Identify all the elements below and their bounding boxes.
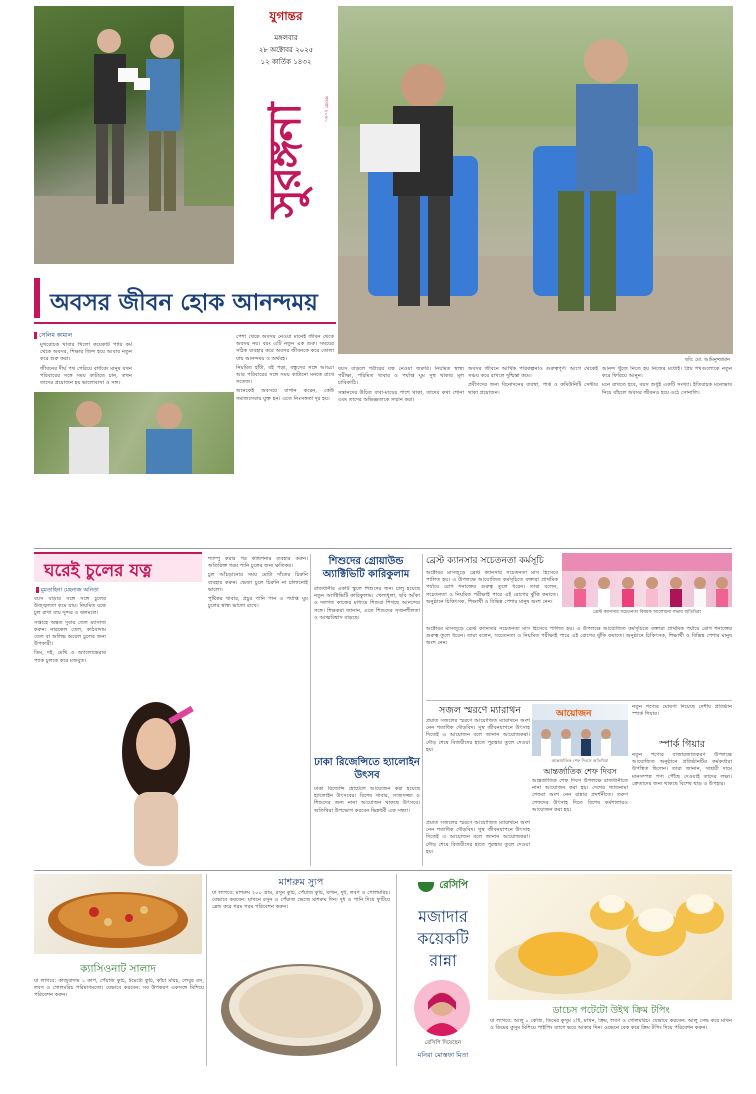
- chef-caption: আন্তর্জাতিক শেফ দিবসে অতিথিরা: [551, 758, 609, 763]
- chef-body: আন্তর্জাতিক শেফ দিবস উপলক্ষে রাজধানীতে নানা আয়োজন করা হয়। দেশের খ্যাতনামা শেফরা অংশ নেন রান্নার প্রদর্শনীতে। তরুণ শেফদের উৎসাহ দিতে বিশেষ কর্মশালারও আয়োজন করা হয়।: [532, 778, 628, 813]
- mushroom-title: মাশরুম স্যুপ: [278, 877, 324, 888]
- chef-portrait: [414, 980, 470, 1036]
- column-divider: [206, 874, 207, 1066]
- main-col-1: [40, 342, 132, 388]
- chefs-group-illustration: [532, 704, 628, 756]
- mushroom-body: যা লাগবে: মাশরুম ২০০ গ্রাম, রসুন কুচি, পেঁয়াজ কুচি, মাখন, দুধ, লবণ ও গোলমরিচ। যেভাবে করবেন: মাখনে রসুন ও পেঁয়াজ ভেজে মাশরুম দিন। দুধ ও পানি দিয়ে ফুটিয়ে ব্লেন্ড করে গরম গরম পরিবেশন করুন।: [212, 890, 390, 911]
- two-men-smiling-illustration: [34, 392, 234, 474]
- column-divider: [396, 874, 397, 1066]
- main-col-2: [236, 334, 334, 472]
- paragraph: অবসর জীবনে আর্থিক পরিকল্পনাও গুরুত্বপূর্ণ। আগে থেকেই সঞ্চয় করে রাখলে দুশ্চিন্তা কমে।: [468, 366, 598, 380]
- main-photo: [338, 6, 733, 354]
- issue-number: সংখ্যা ২০৪০: [323, 96, 329, 123]
- kids-body: রাজধানীর একটি স্কুলে শিশুদের জন্য চালু হয়েছে নতুন অ্যাক্টিভিটি কারিকুলাম। খেলাধুলা, ছবি আঁকা ও দলগত কাজের মাধ্যমে শিশুরা শিখছে আনন্দের সঙ্গে। শিক্ষকরা জানান, এতে শিশুদের সৃজনশীলতা ও আত্মবিশ্বাস বাড়ছে।: [314, 586, 420, 621]
- cashew-salad-illustration: [34, 874, 202, 954]
- main-byline-text: সেলিম কামাল: [38, 332, 73, 339]
- cashew-body: যা লাগবে: কাজুবাদাম ১ কাপ, পেঁয়াজ কুচি, টমেটো কুচি, কাঁচা মরিচ, লেবুর রস, লবণ ও গোলমরিচ পরিমাণমতো। যেভাবে করবেন: সব উপকরণ একসঙ্গে মিশিয়ে পরিবেশন করুন।: [34, 978, 204, 999]
- hair-title-box: [34, 552, 202, 582]
- inline-photo: [34, 392, 234, 474]
- hair-col-1: [34, 596, 106, 862]
- paragraph: মনে রাখতে হবে, বয়স শুধুই একটি সংখ্যা। ইতিবাচক মনোভাব নিয়ে বাঁচলে অবসর জীবনও হয়ে ওঠে সোনালি।: [602, 382, 732, 396]
- marathon-body: প্রয়াত সজলের স্মরণে আয়োজিত ম্যারাথনে অংশ নেন শতাধিক দৌড়বিদ। সুস্থ জীবনযাপনে উৎসাহ দিতেই এ আয়োজন বলে জানান আয়োজকরা। দৌড় শেষে বিজয়ীদের হাতে পুরস্কার তুলে দেওয়া হয়।: [426, 718, 530, 753]
- cancer-body: অক্টোবর মাসজুড়ে ব্রেস্ট ক্যানসার সচেতনতা মাস হিসেবে পালিত হয়। এ উপলক্ষে আয়োজিত কর্মসূচিতে বক্তারা প্রাথমিক পর্যায়ে রোগ শনাক্তের গুরুত্ব তুলে ধরেন। তারা বলেন, সচেতনতা ও নিয়মিত পরীক্ষাই পারে এই রোগের ঝুঁকি কমাতে। অনুষ্ঠানে চিকিৎসক, শিক্ষার্থী ও বিভিন্ন পেশার মানুষ অংশ নেন।: [426, 570, 558, 605]
- byline-marker: [34, 332, 37, 339]
- potato-body: যা লাগবে: আলু ১ কেজি, ডিমের কুসুম ২টি, মাখন, ক্রিম, লবণ ও গোলমরিচ। যেভাবে করবেন: আলু সেদ্ধ করে মাখন ও ডিমের কুসুম মিশিয়ে পাইপিং ব্যাগে ভরে আকার দিন। ওভেনে বেক করে ক্রিম টপিং দিয়ে পরিবেশন করুন।: [490, 1018, 732, 1032]
- paragraph: প্রবীণদের জন্য বিনোদনের ব্যবস্থা, পার্ক ও কমিউনিটি সেন্টার থাকা প্রয়োজন।: [468, 382, 598, 396]
- marathon-body-text: প্রয়াত সজলের স্মরণে আয়োজিত ম্যারাথনে অংশ নেন শতাধিক দৌড়বিদ। সুস্থ জীবনযাপনে উৎসাহ দিতেই এ আয়োজন বলে জানান আয়োজকরা। দৌড় শেষে বিজয়ীদের হাতে পুরস্কার তুলে দেওয়া হয়।: [426, 820, 530, 855]
- masthead: [236, 6, 336, 264]
- paragraph: শ্যাম্পু করার পর কন্ডিশনার ব্যবহার করুন। অতিরিক্ত গরম পানি চুলের জন্য ক্ষতিকর।: [208, 556, 308, 570]
- main-headline-banner: [34, 278, 336, 318]
- hair-model-photo: [104, 682, 208, 866]
- hair-byline-text: মুমতাহিনা মেহনাজ অনিতা: [40, 587, 99, 594]
- paragraph: ডিম, দই, মেথি ও অ্যালোভেরার প্যাক চুলকে করে মজবুত।: [34, 650, 106, 664]
- masthead-date-en: ২৮ অক্টোবর ২০২৫: [258, 46, 314, 54]
- top-left-photo: [34, 6, 234, 264]
- column-divider: [422, 554, 423, 866]
- headline-underline: [34, 322, 336, 324]
- mushroom-soup-bowl-illustration: [210, 952, 392, 1064]
- two-men-reading-illustration: [34, 6, 234, 264]
- two-men-chairs-illustration: [338, 6, 733, 354]
- hair-col-2: [208, 556, 308, 862]
- byline-marker: [36, 587, 39, 593]
- paper-name: যুগান্তর: [269, 9, 303, 23]
- main-byline: [34, 330, 134, 341]
- recipe-logo-icon: [418, 882, 434, 892]
- cashew-title: ক্যাসিওনাট সালাদ: [80, 963, 156, 975]
- spark-body: নতুন পণ্যের বাজারজাতকরণ উপলক্ষে আয়োজিত অনুষ্ঠানে প্রতিষ্ঠানটির কর্মকর্তারা উপস্থিত ছিলেন। তারা জানান, সাশ্রয়ী দামে মানসম্পন্ন পণ্য পৌঁছে দেওয়াই তাদের লক্ষ্য। ক্রেতাদের জন্য থাকছে বিশেষ ছাড় ও উপহার।: [632, 752, 732, 787]
- potato-photo: [488, 874, 732, 1000]
- recipe-center-title: মজাদার কয়েকটি রান্না: [417, 907, 469, 970]
- cancer-title: ব্রেস্ট ক্যানসার সচেতনতা কর্মসূচি: [426, 556, 544, 566]
- paragraph: বয়স বাড়ার সঙ্গে সঙ্গে চুলের উজ্জ্বলতা কমে যায়। নিয়মিত যত্নে চুল রাখা যায় সুন্দর ও ঝলমলে।: [34, 596, 106, 617]
- section-divider: [34, 870, 732, 871]
- paragraph: বয়স বাড়লে শরীরের যত্ন নেওয়া জরুরি। নিয়মিত স্বাস্থ্য পরীক্ষা, পরিমিত খাবার ও পর্যাপ্ত ঘুম সুস্থ থাকার মূল চাবিকাঠি।: [338, 366, 464, 387]
- halloween-title-text: ঢাকা রিজেন্সিতে হ্যালোইন উৎসব: [314, 757, 420, 781]
- chef-logo: আয়োজন: [556, 709, 592, 719]
- paragraph: সন্তানদের উচিত বাবা-মায়ের পাশে থাকা, তাদের কথা শোনা এবং তাদের অভিজ্ঞতাকে সম্মান করা।: [338, 389, 464, 403]
- marathon-title: সজল স্মরণে ম্যারাথন: [439, 705, 521, 716]
- section-divider: [426, 700, 732, 701]
- paragraph: পেশা থেকে অবসর নেওয়া মানেই জীবন থেকে অবসর নয়। বরং এটি নতুন এক শুরু। সময়ের সঠিক ব্যবহার করে অবসর জীবনকে করে তোলা যায় আনন্দময় ও অর্থবহ।: [236, 334, 334, 362]
- section-divider: [34, 548, 732, 549]
- main-headline: অবসর জীবন হোক আনন্দময়: [50, 289, 318, 316]
- paragraph: সপ্তাহে অন্তত দুবার তেল ম্যাসাজ করুন। নারকেল তেল, কাঠবাদাম তেল বা অলিভ অয়েল চুলের জন্য উপকারী।: [34, 619, 106, 648]
- woman-with-comb-illustration: [104, 682, 208, 866]
- group-of-people-illustration: [562, 553, 732, 607]
- main-col-4: [468, 366, 598, 472]
- cashew-salad-photo: [34, 874, 202, 954]
- potato-title: ডাচেস পটেটো উইথ ক্রিম টপিং: [552, 1005, 670, 1016]
- cancer-photo: [562, 553, 732, 607]
- paragraph: জীবনের দীর্ঘ পথ পেরিয়ে বার্ধক্যে মানুষ যখন পরিবারের সঙ্গে সময় কাটাতে চান, তখন তাদের প্রয়োজন হয় ভালোবাসা ও সঙ্গ।: [40, 365, 132, 387]
- chef-name: মনিরা মোস্তফা মিতা: [417, 1051, 469, 1059]
- cancer-caption: ব্রেস্ট ক্যানসার সচেতনতা বিষয়ক আলোচনা সভায় অতিথিরা: [593, 610, 701, 615]
- kids-title-text: শিশুদের গ্রোয়াউন্ড অ্যাক্টিভিটি কারিকুলাম: [322, 556, 410, 580]
- kids-title: [314, 555, 418, 581]
- chef-title: আন্তর্জাতিক শেফ দিবস: [543, 767, 617, 776]
- paragraph: আনন্দ খুঁজে নিতে হয় নিজের মধ্যেই। প্রিয় শখগুলোকে নতুন করে ফিরিয়ে আনুন।: [602, 366, 732, 380]
- paragraph: নিয়মিত হাঁটা, বই পড়া, বন্ধুদের সঙ্গে আড্ডা আর পরিবারের সঙ্গে সময় কাটানো মনকে রাখে সতেজ।: [236, 364, 334, 386]
- halloween-body: ঢাকা রিজেন্সি হোটেলে আয়োজন করা হয়েছে হ্যালোইন উৎসবের। বিশেষ খাবার, সাজসজ্জা ও শিশুদের জন্য নানা আয়োজন থাকছে উৎসবে। অতিথিরা উপভোগ করবেন ভিন্নধর্মী এক সন্ধ্যা।: [314, 786, 420, 814]
- section-title: সুরঙ্গনা: [259, 104, 311, 218]
- photo-caption: ছবি: মো. আমিনুজ্জামান: [685, 358, 730, 363]
- cancer-body-wide: [426, 626, 732, 696]
- chef-photo: [532, 704, 628, 756]
- halloween-title: [314, 756, 420, 782]
- chef-label: রেসিপি দিয়েছেন: [424, 1040, 462, 1046]
- masthead-date-bn: ১২ কার্তিক ১৪৩২: [260, 58, 312, 66]
- paragraph: মুখরোচক খাবার খিলো কয়েকটি পারি কর্ম থেকে অবসর, শিক্ষার জিন্দ হয়ে আবার নতুন করে শুরু করা।: [40, 342, 132, 363]
- recipe-logo: রেসিপি: [439, 880, 468, 891]
- woman-chef-portrait-illustration: [414, 980, 470, 1036]
- hair-title: ঘরেই চুলের যত্ন: [44, 561, 152, 581]
- marathon-body-cont: [426, 820, 530, 864]
- masthead-day: মঙ্গলবার: [274, 34, 298, 42]
- main-col-5: [602, 366, 732, 472]
- main-col-3: [338, 366, 464, 472]
- paragraph: অনেকেই অবসরে বাগান করেন, কেউ সমাজসেবায় যুক্ত হন। এতে নিঃসঙ্গতা দূর হয়।: [236, 388, 334, 402]
- duchess-potato-illustration: [488, 874, 732, 1000]
- spark-top-text: নতুন পণ্যের ঘোষণা দিয়েছে দেশীয় প্রতিষ্ঠান স্পার্ক গিয়ার।: [632, 704, 732, 718]
- mushroom-soup-photo: [210, 952, 392, 1064]
- hair-byline: [36, 587, 99, 596]
- paragraph: পুষ্টিকর খাবার, প্রচুর পানি পান ও পর্যাপ্ত ঘুম চুলের স্বাস্থ্য ভালো রাখে।: [208, 596, 308, 610]
- cancer-body-text: অক্টোবর মাসজুড়ে ব্রেস্ট ক্যানসার সচেতনতা মাস হিসেবে পালিত হয়। এ উপলক্ষে আয়োজিত কর্মসূচিতে বক্তারা প্রাথমিক পর্যায়ে রোগ শনাক্তের গুরুত্ব তুলে ধরেন। তারা বলেন, সচেতনতা ও নিয়মিত পরীক্ষাই পারে এই রোগের ঝুঁকি কমাতে। অনুষ্ঠানে চিকিৎসক, শিক্ষার্থী ও বিভিন্ন পেশার মানুষ অংশ নেন।: [426, 626, 732, 647]
- paragraph: চুল আঁচড়ানোর সময় মোটা দাঁতের চিরুনি ব্যবহার করুন। ভেজা চুলে চিরুনি না চালানোই ভালো।: [208, 572, 308, 593]
- recipe-logo-box: [400, 876, 486, 898]
- spark-title: স্পার্ক গিয়ার: [659, 739, 705, 750]
- column-divider: [310, 554, 311, 866]
